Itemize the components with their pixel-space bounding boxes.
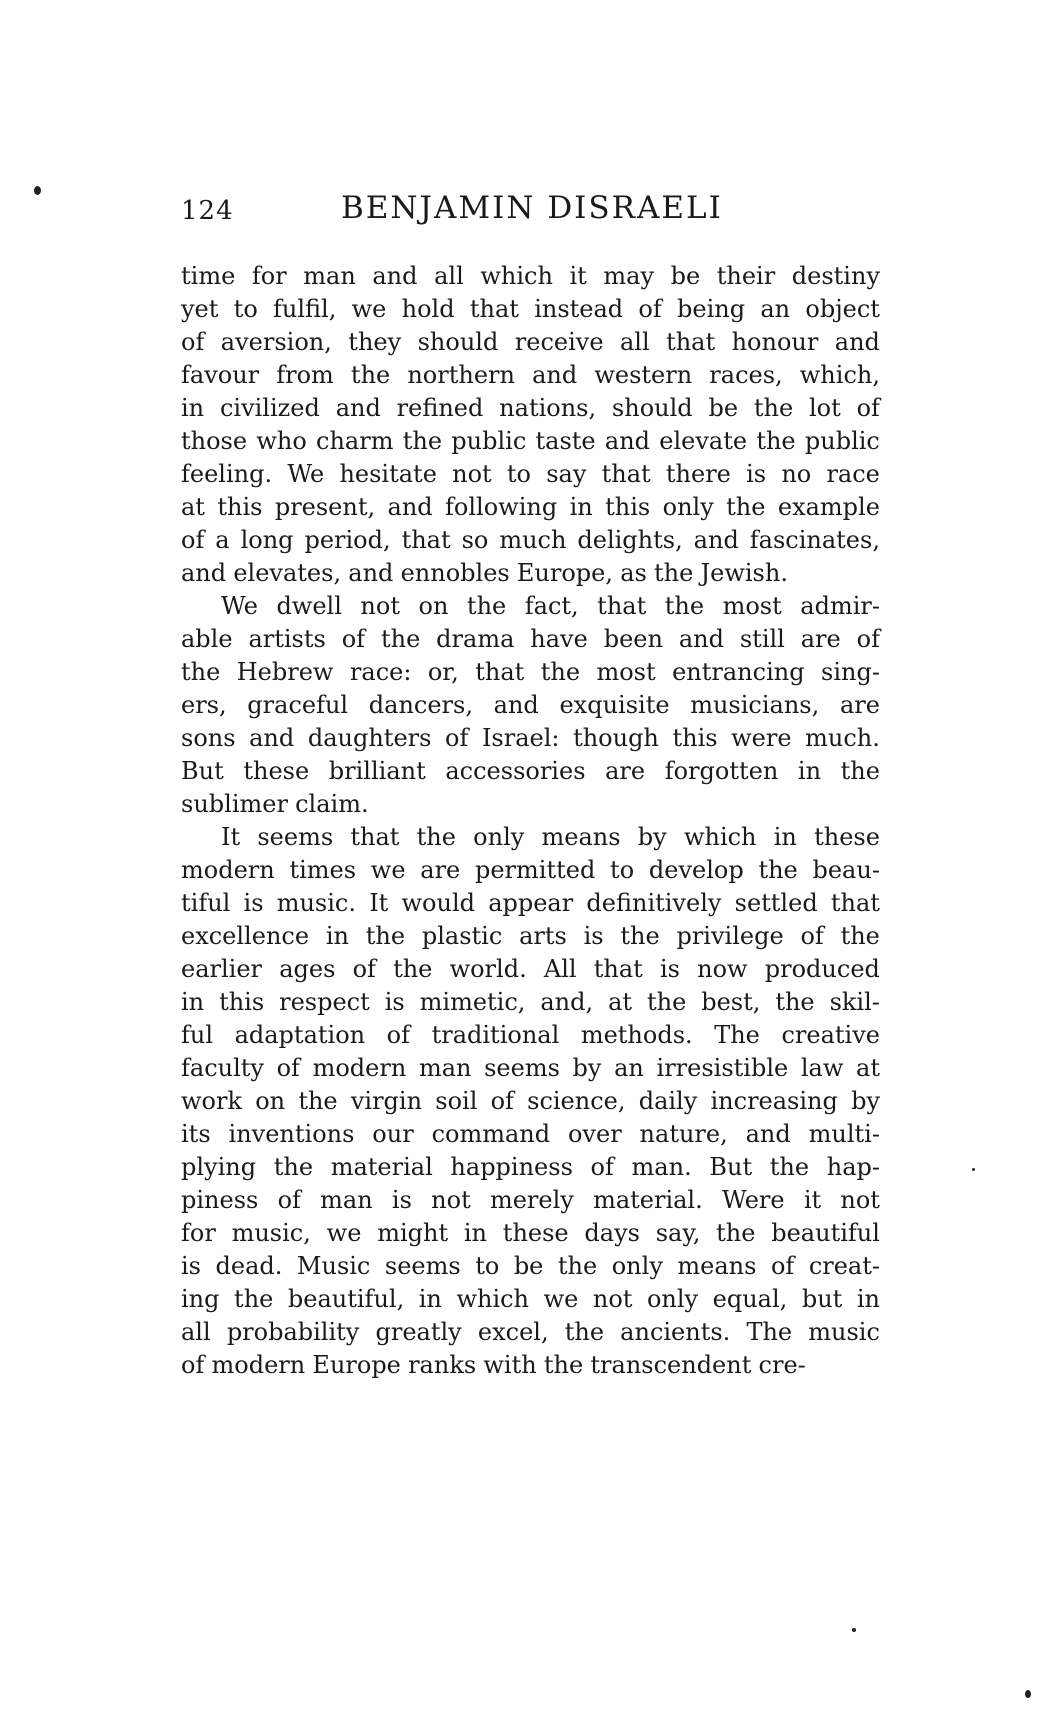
text-line: feeling. We hesitate not to say that there is no race (181, 460, 880, 488)
text-line: ful adaptation of traditional methods. The creative (181, 1021, 880, 1049)
text-line: We dwell not on the fact, that the most admir- (221, 592, 880, 620)
running-title: BENJAMIN DISRAELI (341, 190, 723, 226)
text-line: in this respect is mimetic, and, at the best, the skil- (181, 988, 880, 1016)
text-line: those who charm the public taste and elevate the public (181, 427, 880, 455)
text-line: all probability greatly excel, the ancients. The music (181, 1318, 880, 1346)
scan-speck (852, 1628, 856, 1632)
text-line: the Hebrew race: or, that the most entrancing sing- (181, 658, 880, 686)
text-line: tiful is music. It would appear definitively settled that (181, 889, 880, 917)
text-line: yet to fulfil, we hold that instead of being an object (181, 295, 880, 323)
text-line: earlier ages of the world. All that is now produced (181, 955, 880, 983)
page-header (181, 190, 881, 234)
text-line: its inventions our command over nature, and multi- (181, 1120, 880, 1148)
text-line: ing the beautiful, in which we not only equal, but in (181, 1285, 880, 1313)
text-line: excellence in the plastic arts is the privilege of the (181, 922, 880, 950)
text-line: favour from the northern and western races, which, (181, 361, 880, 389)
text-line: able artists of the drama have been and still are of (181, 625, 880, 653)
scan-speck (972, 1168, 975, 1171)
text-line: and elevates, and ennobles Europe, as the Jewish. (181, 559, 788, 587)
text-line: of aversion, they should receive all that honour and (181, 328, 880, 356)
text-line: of a long period, that so much delights, and fascinates, (181, 526, 880, 554)
text-line: piness of man is not merely material. Were it not (181, 1186, 880, 1214)
text-line: in civilized and refined nations, should be the lot of (181, 394, 880, 422)
text-line: sublimer claim. (181, 790, 369, 818)
scan-speck (1025, 1690, 1031, 1698)
text-line: work on the virgin soil of science, daily increasing by (181, 1087, 880, 1115)
text-line: But these brilliant accessories are forgotten in the (181, 757, 880, 785)
scan-speck (34, 186, 41, 195)
page-number: 124 (181, 196, 234, 226)
text-line: of modern Europe ranks with the transcendent cre- (181, 1351, 806, 1379)
text-line: It seems that the only means by which in these (221, 823, 880, 851)
text-line: time for man and all which it may be their destiny (181, 262, 880, 290)
text-line: plying the material happiness of man. But the hap- (181, 1153, 880, 1181)
text-line: at this present, and following in this only the example (181, 493, 880, 521)
text-line: ers, graceful dancers, and exquisite musicians, are (181, 691, 880, 719)
text-line: for music, we might in these days say, the beautiful (181, 1219, 880, 1247)
text-line: modern times we are permitted to develop the beau- (181, 856, 880, 884)
text-line: faculty of modern man seems by an irresistible law at (181, 1054, 880, 1082)
text-line: sons and daughters of Israel: though this were much. (181, 724, 880, 752)
body-text (181, 260, 880, 1382)
text-line: is dead. Music seems to be the only means of creat- (181, 1252, 880, 1280)
